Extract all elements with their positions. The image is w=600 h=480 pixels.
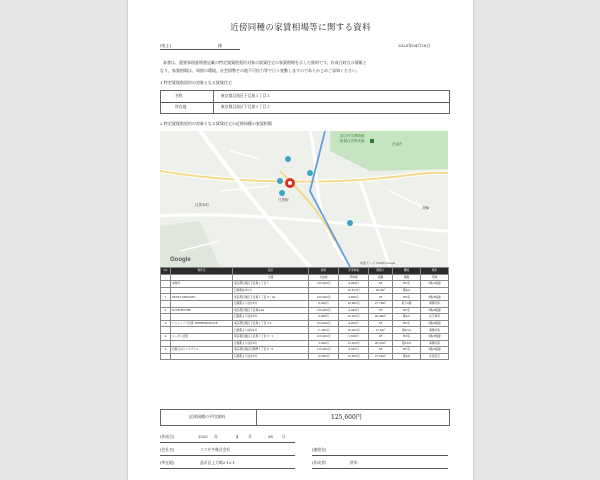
map-marker-3[interactable]	[307, 170, 313, 176]
table-cell-year: 事務所等	[421, 327, 449, 334]
table-cell-year: 住宅専用	[421, 314, 449, 321]
address-value: 東京都目黒区下目黒１丁目２	[221, 104, 271, 109]
property-table	[160, 90, 450, 114]
table-cell-unit: 16,903円	[339, 300, 369, 307]
made-day: 28	[268, 434, 273, 439]
average-label: 近傍同種の平均賃料	[189, 414, 225, 419]
footer-address-row	[160, 458, 448, 469]
table-cell-unit: 4,587円	[339, 347, 369, 354]
table-cell-rent: 135,000円	[309, 281, 339, 288]
area-map[interactable]	[160, 131, 448, 267]
author-label: (作成者)	[312, 460, 327, 465]
table-cell-unit: 15,633円	[339, 353, 369, 360]
table-row	[161, 327, 449, 334]
table-cell-name: コンシェリア目黒 THERESIDENCE	[171, 320, 233, 327]
document-title: 近傍同種の家賃相場等に関する資料	[230, 23, 371, 33]
table-row	[161, 281, 449, 288]
table-cell-name	[171, 300, 233, 307]
table-row	[161, 347, 449, 354]
table-cell-addr: 東京都目黒区下目黒１丁目 3・19	[233, 294, 309, 301]
table-cell-addr: 東京都目黒区下目黒１丁目 3・1	[233, 333, 309, 340]
table-row	[161, 333, 449, 340]
table-cell-layout: 26.95m²	[369, 340, 393, 347]
table-cell-year: 3階/3階建	[421, 320, 449, 327]
table-row	[161, 307, 449, 314]
table-subheader-row	[161, 274, 449, 281]
table-cell-name	[171, 340, 233, 347]
table-cell-no: 2	[161, 307, 171, 314]
table-cell-addr: 目黒駅より徒歩6分	[233, 300, 309, 307]
table-cell-layout: 27.18m²	[369, 300, 393, 307]
table-cell-year: 事務所等	[421, 340, 449, 347]
subheader-access: 交通	[233, 274, 309, 281]
table-cell-struct: RC造	[393, 294, 421, 301]
map-label-museum: 国立科学博物館	[340, 134, 365, 138]
made-year: 2025	[198, 434, 208, 439]
table-cell-no	[161, 281, 171, 288]
map-marker-5[interactable]	[279, 190, 285, 196]
table-cell-struct: RC造	[393, 333, 421, 340]
table-cell-unit: 16,353円	[339, 314, 369, 321]
header-address: 住所	[233, 268, 309, 275]
address-label-footer: (所在地)	[160, 460, 175, 465]
company-address: 品川区上大崎2-12-1	[200, 460, 236, 465]
table-cell-layout: 27.6m²	[369, 327, 393, 334]
table-cell-name: 目黒日出ビレジデンス	[171, 347, 233, 354]
footer-company-row	[160, 445, 448, 456]
table-cell-layout: 26.49m²	[369, 314, 393, 321]
table-cell-struct: RC造	[393, 281, 421, 288]
header-name: 物件名	[171, 268, 233, 275]
map-marker-2[interactable]	[277, 178, 283, 184]
map-marker-1[interactable]	[285, 156, 291, 162]
table-cell-rent: 6,000円	[309, 300, 339, 307]
table-cell-rent	[309, 287, 339, 294]
map-marker-4[interactable]	[347, 220, 353, 226]
map-label-nature-park: 附属自然教育園	[340, 139, 365, 143]
subheader-common: 共益費	[309, 274, 339, 281]
table-cell-struct: RC造	[393, 347, 421, 354]
table-cell-name	[171, 287, 233, 294]
author-name: 鈴木	[350, 460, 358, 465]
table-cell-layout: 27.02m²	[369, 353, 393, 360]
table-cell-unit: 4,800円	[339, 294, 369, 301]
made-label: (作成日)	[160, 434, 175, 439]
map-label-shirokanedai: 白金台	[392, 142, 403, 146]
table-cell-unit: 4,903円	[339, 320, 369, 327]
map-label-takanawa: 高輪	[422, 206, 429, 210]
document-date: 2025年04月28日	[398, 43, 431, 48]
table-cell-struct: 階2/3	[393, 314, 421, 321]
table-cell-addr: 目黒駅より徒歩4分	[233, 327, 309, 334]
table-cell-year: 3階/3階建	[421, 347, 449, 354]
table-row	[161, 287, 449, 294]
header-unit: 平米単価	[339, 268, 369, 275]
table-cell-no: 1	[161, 294, 171, 301]
header-no: No	[161, 268, 171, 275]
table-cell-no	[161, 353, 171, 360]
table-cell-name	[171, 314, 233, 321]
table-cell-rent: 103,000円	[309, 320, 339, 327]
table-cell-year: 事務所等	[421, 300, 449, 307]
table-cell-name: NOIR ROCHE	[171, 307, 233, 314]
header-structure: 構造	[393, 268, 421, 275]
table-cell-struct: 地下2階	[393, 300, 421, 307]
table-cell-rent: 8,000円	[309, 314, 339, 321]
table-cell-no: 5	[161, 347, 171, 354]
table-cell-no	[161, 300, 171, 307]
subheader-usage: 用途	[421, 274, 449, 281]
average-value: 125,600円	[331, 414, 362, 421]
header-rent: 賃料	[309, 268, 339, 275]
map-label-honcho: 目黒本町	[195, 203, 209, 207]
table-cell-struct: 階3/6	[393, 353, 421, 360]
table-cell-layout: 1R	[369, 294, 393, 301]
table-row	[161, 300, 449, 307]
table-cell-rent: 115,000円	[309, 347, 339, 354]
section2-heading: 2 特定賃貸借契約の対象となる賃貸住宅の近傍同種の家賃相場	[160, 121, 272, 126]
table-cell-addr: 東京都目黒区下目黒１丁目２	[233, 281, 309, 288]
subheader-floor: 階数	[393, 274, 421, 281]
document-page	[128, 0, 473, 480]
map-canvas	[160, 131, 448, 267]
table-cell-layout: 1R	[369, 307, 393, 314]
table-cell-struct: RC造	[393, 307, 421, 314]
company-label: (会社名)	[160, 447, 175, 452]
table-cell-year: 3階/1階建	[421, 281, 449, 288]
name-label: 名称	[175, 93, 183, 98]
table-row	[161, 314, 449, 321]
table-cell-name	[171, 327, 233, 334]
table-cell-addr: 東京都目黒区下目黒１丁目 2 9	[233, 320, 309, 327]
table-cell-struct: RC造	[393, 320, 421, 327]
table-cell-rent: 125,000円	[309, 294, 339, 301]
table-cell-name: ZESTY MEGURO	[171, 294, 233, 301]
intro-line-1: 本書は、重要事項説明書記載の特定賃貸借契約対象の賃貸住宅の家賃相場を示した資料です。作成日時点の情報と	[163, 60, 367, 65]
table-cell-unit: 5,658円	[339, 333, 369, 340]
table-cell-addr: 目黒駅徒歩5分	[233, 287, 309, 294]
header-layout: 間取り	[369, 268, 393, 275]
intro-line-2: なり、家賃相場は、周囲の環境、社会情勢その他不可抗力等で日々変動しますのであらかじめご承知ください。	[160, 68, 360, 73]
month-unit: 月	[248, 434, 252, 439]
year-unit: 年	[214, 434, 218, 439]
table-cell-unit: 16,412円	[339, 287, 369, 294]
header-year: 築年	[421, 268, 449, 275]
table-cell-layout: 1R	[369, 281, 393, 288]
table-cell-year	[421, 287, 449, 294]
table-cell-addr: 東京都目黒区下目黒4-29	[233, 307, 309, 314]
table-cell-no	[161, 327, 171, 334]
subheader-tsubo: 坪単価	[339, 274, 369, 281]
table-cell-rent: 125,000円	[309, 333, 339, 340]
table-cell-year: 共同住宅	[421, 353, 449, 360]
footer-date-row	[160, 432, 448, 443]
table-cell-layout: 1R	[369, 347, 393, 354]
table-cell-struct: 階2/4	[393, 287, 421, 294]
table-cell-unit: 4,943円	[339, 307, 369, 314]
google-logo: Google	[170, 257, 191, 263]
day-unit: 日	[282, 434, 286, 439]
company-name: スマサチ株式会社	[200, 447, 231, 452]
table-cell-name	[171, 353, 233, 360]
table-cell-struct: 階6/14	[393, 327, 421, 334]
made-month: 4	[236, 434, 239, 439]
honorific: 様	[218, 43, 222, 48]
table-cell-rent: 11,000円	[309, 327, 339, 334]
subheader-area: 面積	[369, 274, 393, 281]
table-cell-unit: 16,203円	[339, 327, 369, 334]
table-cell-rent: 10,000円	[309, 353, 339, 360]
table-cell-year: 3階/3階建	[421, 307, 449, 314]
table-cell-no: 4	[161, 333, 171, 340]
table-cell-rent: 135,000円	[309, 307, 339, 314]
table-cell-year: 3階/3階建	[421, 333, 449, 340]
table-cell-addr: 目黒駅より徒歩9分	[233, 353, 309, 360]
map-label-station: 日黒駅	[278, 198, 289, 202]
table-row	[161, 340, 449, 347]
table-row	[161, 294, 449, 301]
table-cell-layout: 28.0m²	[369, 287, 393, 294]
table-cell-layout: 1R	[369, 333, 393, 340]
table-cell-addr: 目黒駅より徒歩9分	[233, 340, 309, 347]
table-cell-name: 本物件	[171, 281, 233, 288]
average-rent-box	[160, 409, 450, 426]
contact-label: (連絡先)	[312, 447, 327, 452]
map-attribution: 地図データ ©2025 Google	[360, 261, 396, 265]
table-cell-year: 3階/3階建	[421, 294, 449, 301]
address-label: 所在地	[175, 104, 187, 109]
table-cell-name: シーダム目黒	[171, 333, 233, 340]
map-marker-subject[interactable]	[285, 178, 295, 188]
table-header-row	[161, 268, 449, 275]
table-cell-rent: 5,000円	[309, 340, 339, 347]
table-cell-addr: 目黒駅より徒歩6分	[233, 314, 309, 321]
table-cell-addr: 東京都目黒区目黒野１丁目 6・6	[233, 347, 309, 354]
table-cell-unit: 4,964円	[339, 281, 369, 288]
table-cell-unit: 15,253円	[339, 340, 369, 347]
table-cell-no	[161, 314, 171, 321]
park-icon	[370, 139, 374, 143]
table-cell-layout: 1R	[369, 320, 393, 327]
section1-heading: 1 特定賃貸借契約の対象となる賃貸住宅	[160, 80, 232, 85]
table-row	[161, 320, 449, 327]
name-value: 東京都目黒区下目黒１丁目２	[221, 93, 271, 98]
table-cell-no: 3	[161, 320, 171, 327]
table-cell-no	[161, 340, 171, 347]
table-row	[161, 353, 449, 360]
recipient-label: (宛土)	[160, 43, 172, 48]
comparison-table	[160, 267, 449, 360]
table-cell-no	[161, 287, 171, 294]
table-cell-struct: 階15/8	[393, 340, 421, 347]
